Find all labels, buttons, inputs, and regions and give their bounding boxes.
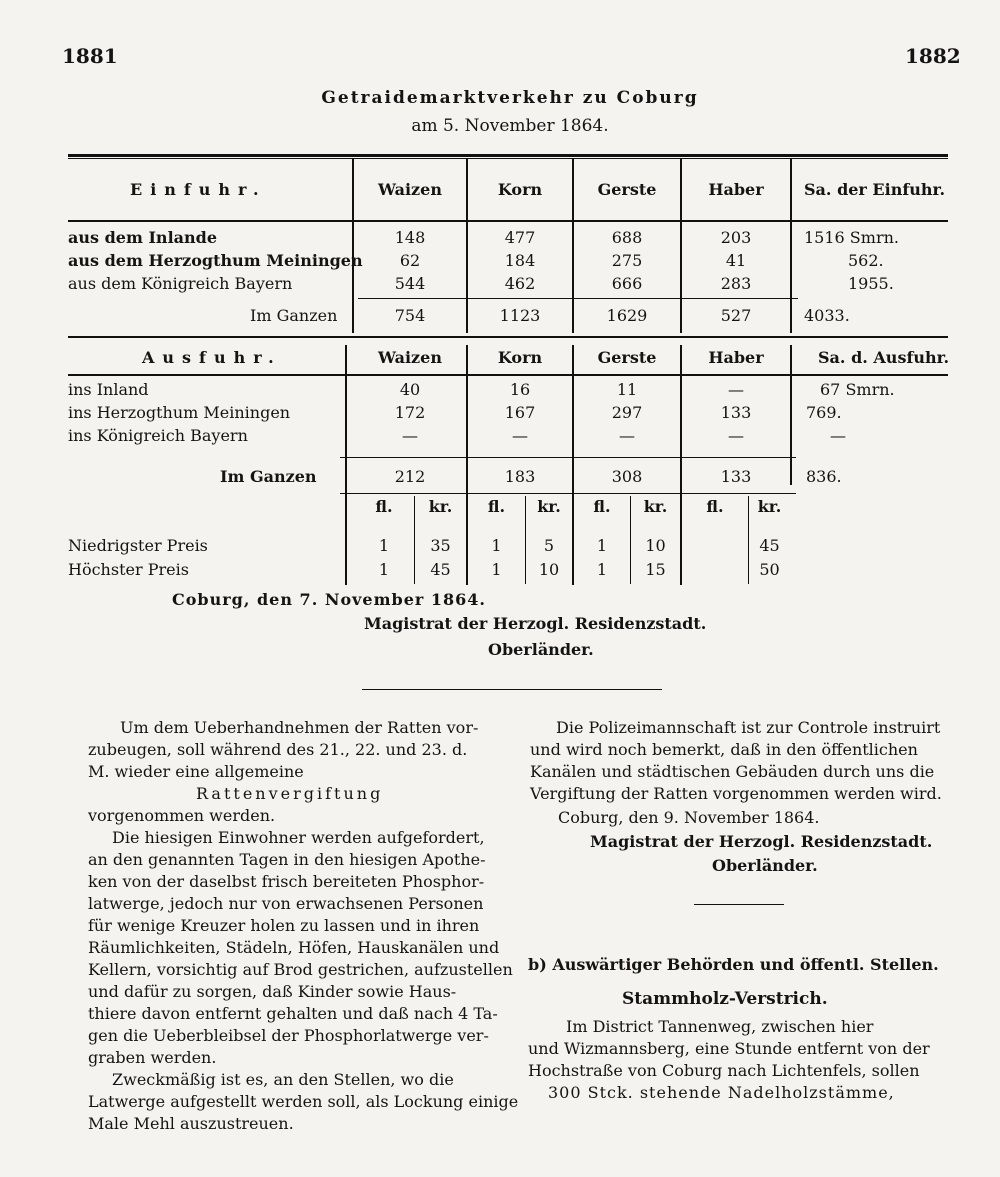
- section-divider: [362, 689, 662, 690]
- market-place-date: Coburg, den 7. November 1864.: [172, 590, 486, 609]
- export-row-label: ins Königreich Bayern: [68, 426, 248, 445]
- table-cell: 45: [759, 536, 780, 555]
- notice-line: Kanälen und städtischen Gebäuden durch uns die: [530, 762, 935, 781]
- section-b-heading: b) Auswärtiger Behörden und öffentl. Stellen.: [528, 955, 939, 974]
- col-divider: [790, 345, 792, 485]
- table-cell-total: 1955.: [848, 274, 894, 293]
- table-cell: 1: [378, 536, 390, 555]
- notice-line: zubeugen, soll während des 21., 22. und 23. d.: [88, 740, 468, 759]
- price-unit-fl: fl.: [487, 497, 506, 516]
- table-top-rule: [68, 154, 948, 157]
- table-cell: 167: [504, 403, 536, 422]
- export-header-rule: [68, 374, 948, 376]
- table-cell: 203: [720, 228, 752, 247]
- table-cell: 212: [394, 467, 426, 486]
- table-cell: 10: [538, 560, 560, 579]
- section-b-line: Im District Tannenweg, zwischen hier: [566, 1017, 874, 1036]
- export-sum-label: Im Ganzen: [220, 467, 317, 486]
- table-cell-total: 67 Smrn.: [820, 380, 895, 399]
- col-header-haber: Haber: [708, 348, 764, 367]
- col-header-waizen: Waizen: [378, 348, 442, 367]
- col-header-haber: Haber: [708, 180, 764, 199]
- col-header-gerste: Gerste: [597, 348, 657, 367]
- notice-heading: Rattenvergiftung: [196, 784, 384, 803]
- export-sum-rule: [340, 457, 796, 458]
- col-divider: [345, 345, 347, 585]
- notice-line: und wird noch bemerkt, daß in den öffentlichen: [530, 740, 918, 759]
- export-top-rule: [68, 336, 948, 338]
- table-cell: 11: [616, 380, 638, 399]
- table-cell: 308: [611, 467, 643, 486]
- table-cell: —: [512, 426, 528, 445]
- table-cell: 50: [759, 560, 780, 579]
- notice-line: Kellern, vorsichtig auf Brod gestrichen, aufzustellen: [88, 960, 513, 979]
- notice-place-date: Coburg, den 9. November 1864.: [558, 808, 820, 827]
- table-cell-total: 769.: [806, 403, 842, 422]
- col-header-waizen: Waizen: [378, 180, 442, 199]
- table-cell: 666: [611, 274, 643, 293]
- notice-authority: Magistrat der Herzogl. Residenzstadt.: [590, 832, 933, 851]
- notice-line: für wenige Kreuzer holen zu lassen und in ihren: [88, 916, 480, 935]
- price-unit-kr: kr.: [537, 497, 561, 516]
- notice-line: und dafür zu sorgen, daß Kinder sowie Haus-: [88, 982, 457, 1001]
- export-row-label: ins Inland: [68, 380, 149, 399]
- notice-line: Die hiesigen Einwohner werden aufgefordert,: [112, 828, 485, 847]
- table-cell-total: 562.: [848, 251, 884, 270]
- table-cell: 41: [725, 251, 747, 270]
- table-cell: 45: [430, 560, 451, 579]
- table-cell: 5: [543, 536, 555, 555]
- table-cell: 1: [491, 560, 502, 579]
- notice-line: Räumlichkeiten, Städeln, Höfen, Hauskanälen und: [88, 938, 500, 957]
- export-header: Ausfuhr.: [142, 348, 282, 367]
- import-sum-rule: [358, 298, 798, 299]
- table-cell: 477: [504, 228, 536, 247]
- notice-line: M. wieder eine allgemeine: [88, 762, 304, 781]
- table-cell: 1: [491, 536, 502, 555]
- table-cell: 10: [645, 536, 666, 555]
- table-cell: 527: [720, 306, 752, 325]
- table-cell: 183: [504, 467, 536, 486]
- table-cell: 283: [720, 274, 752, 293]
- table-cell: 1123: [499, 306, 541, 325]
- import-sum-label: Im Ganzen: [250, 306, 338, 325]
- table-top-rule-thin: [68, 158, 948, 159]
- price-row-label: Höchster Preis: [68, 560, 189, 579]
- notice-line: ken von der daselbst frisch bereiteten Phosphor-: [88, 872, 485, 891]
- table-cell: 62: [399, 251, 421, 270]
- import-row-label: aus dem Herzogthum Meiningen: [68, 251, 363, 270]
- notice-line: Um dem Ueberhandnehmen der Ratten vor-: [120, 718, 479, 737]
- notice-line: Vergiftung der Ratten vorgenommen werden wird.: [530, 784, 942, 803]
- col-header-korn: Korn: [497, 180, 543, 199]
- table-cell-total: 4033.: [804, 306, 850, 325]
- market-date: am 5. November 1864.: [411, 116, 609, 136]
- import-header: Einfuhr.: [130, 180, 267, 199]
- notice-line: Latwerge aufgestellt werden soll, als Lockung einige: [88, 1092, 519, 1111]
- section-b-line: 300 Stck. stehende Nadelholzstämme,: [548, 1083, 895, 1102]
- col-divider: [790, 158, 792, 333]
- section-b-title: Stammholz-Verstrich.: [622, 989, 828, 1009]
- table-cell: 15: [645, 560, 666, 579]
- market-signature: Oberländer.: [488, 640, 594, 659]
- col-header-gerste: Gerste: [597, 180, 657, 199]
- price-unit-kr: kr.: [757, 497, 782, 516]
- table-cell: —: [402, 426, 418, 445]
- notice-line: thiere davon entfernt gehalten und daß nach 4 Ta-: [88, 1004, 498, 1023]
- table-cell: 462: [504, 274, 536, 293]
- section-b-line: Hochstraße von Coburg nach Lichtenfels, sollen: [528, 1061, 920, 1080]
- import-header-rule: [68, 220, 948, 222]
- table-cell: —: [728, 426, 744, 445]
- table-cell: 1629: [606, 306, 648, 325]
- notice-line: graben werden.: [88, 1048, 217, 1067]
- table-cell: 148: [394, 228, 426, 247]
- table-cell: 35: [430, 536, 451, 555]
- table-cell: 1: [378, 560, 390, 579]
- notice-line: vorgenommen werden.: [88, 806, 276, 825]
- import-row-label: aus dem Königreich Bayern: [68, 274, 293, 293]
- table-cell: 1: [596, 536, 608, 555]
- section-divider: [694, 904, 784, 905]
- price-unit-fl: fl.: [593, 497, 611, 516]
- notice-line: an den genannten Tagen in den hiesigen Apothe-: [88, 850, 486, 869]
- section-b-line: und Wizmannsberg, eine Stunde entfernt von der: [528, 1039, 930, 1058]
- table-cell: 172: [394, 403, 426, 422]
- table-cell: 754: [394, 306, 426, 325]
- col-header-export-total: Sa. d. Ausfuhr.: [818, 348, 950, 367]
- table-cell: 297: [611, 403, 643, 422]
- page-number-right: 1882: [905, 44, 961, 68]
- notice-signature: Oberländer.: [712, 856, 818, 875]
- price-unit-fl: fl.: [375, 497, 393, 516]
- market-authority: Magistrat der Herzogl. Residenzstadt.: [364, 614, 707, 633]
- table-cell: 544: [394, 274, 426, 293]
- table-cell: —: [619, 426, 635, 445]
- notice-line: Male Mehl auszustreuen.: [88, 1114, 294, 1133]
- notice-line: gen die Ueberbleibsel der Phosphorlatwerge ver-: [88, 1026, 489, 1045]
- notice-line: Die Polizeimannschaft ist zur Controle instruirt: [556, 718, 941, 737]
- page-number-left: 1881: [62, 44, 118, 68]
- table-cell: 133: [720, 467, 752, 486]
- notice-line: Zweckmäßig ist es, an den Stellen, wo die: [112, 1070, 454, 1089]
- price-unit-fl: fl.: [706, 497, 724, 516]
- table-cell: 184: [504, 251, 536, 270]
- price-row-label: Niedrigster Preis: [68, 536, 208, 555]
- table-cell: —: [728, 380, 744, 399]
- price-rule: [340, 493, 796, 494]
- table-cell: 1: [596, 560, 608, 579]
- col-header-import-total: Sa. der Einfuhr.: [804, 180, 946, 199]
- table-cell: 688: [611, 228, 643, 247]
- table-cell-total: 836.: [806, 467, 842, 486]
- table-cell: 40: [399, 380, 421, 399]
- table-cell: 275: [611, 251, 643, 270]
- market-title: Getraidemarktverkehr zu Coburg: [321, 88, 699, 108]
- price-unit-kr: kr.: [428, 497, 453, 516]
- price-unit-kr: kr.: [643, 497, 668, 516]
- table-cell: 133: [720, 403, 752, 422]
- table-cell: 16: [509, 380, 531, 399]
- export-row-label: ins Herzogthum Meiningen: [68, 403, 291, 422]
- table-cell-total: 1516 Smrn.: [804, 228, 899, 247]
- col-header-korn: Korn: [497, 348, 543, 367]
- notice-line: latwerge, jedoch nur von erwachsenen Personen: [88, 894, 484, 913]
- table-cell-total: —: [830, 426, 846, 445]
- import-row-label: aus dem Inlande: [68, 228, 218, 247]
